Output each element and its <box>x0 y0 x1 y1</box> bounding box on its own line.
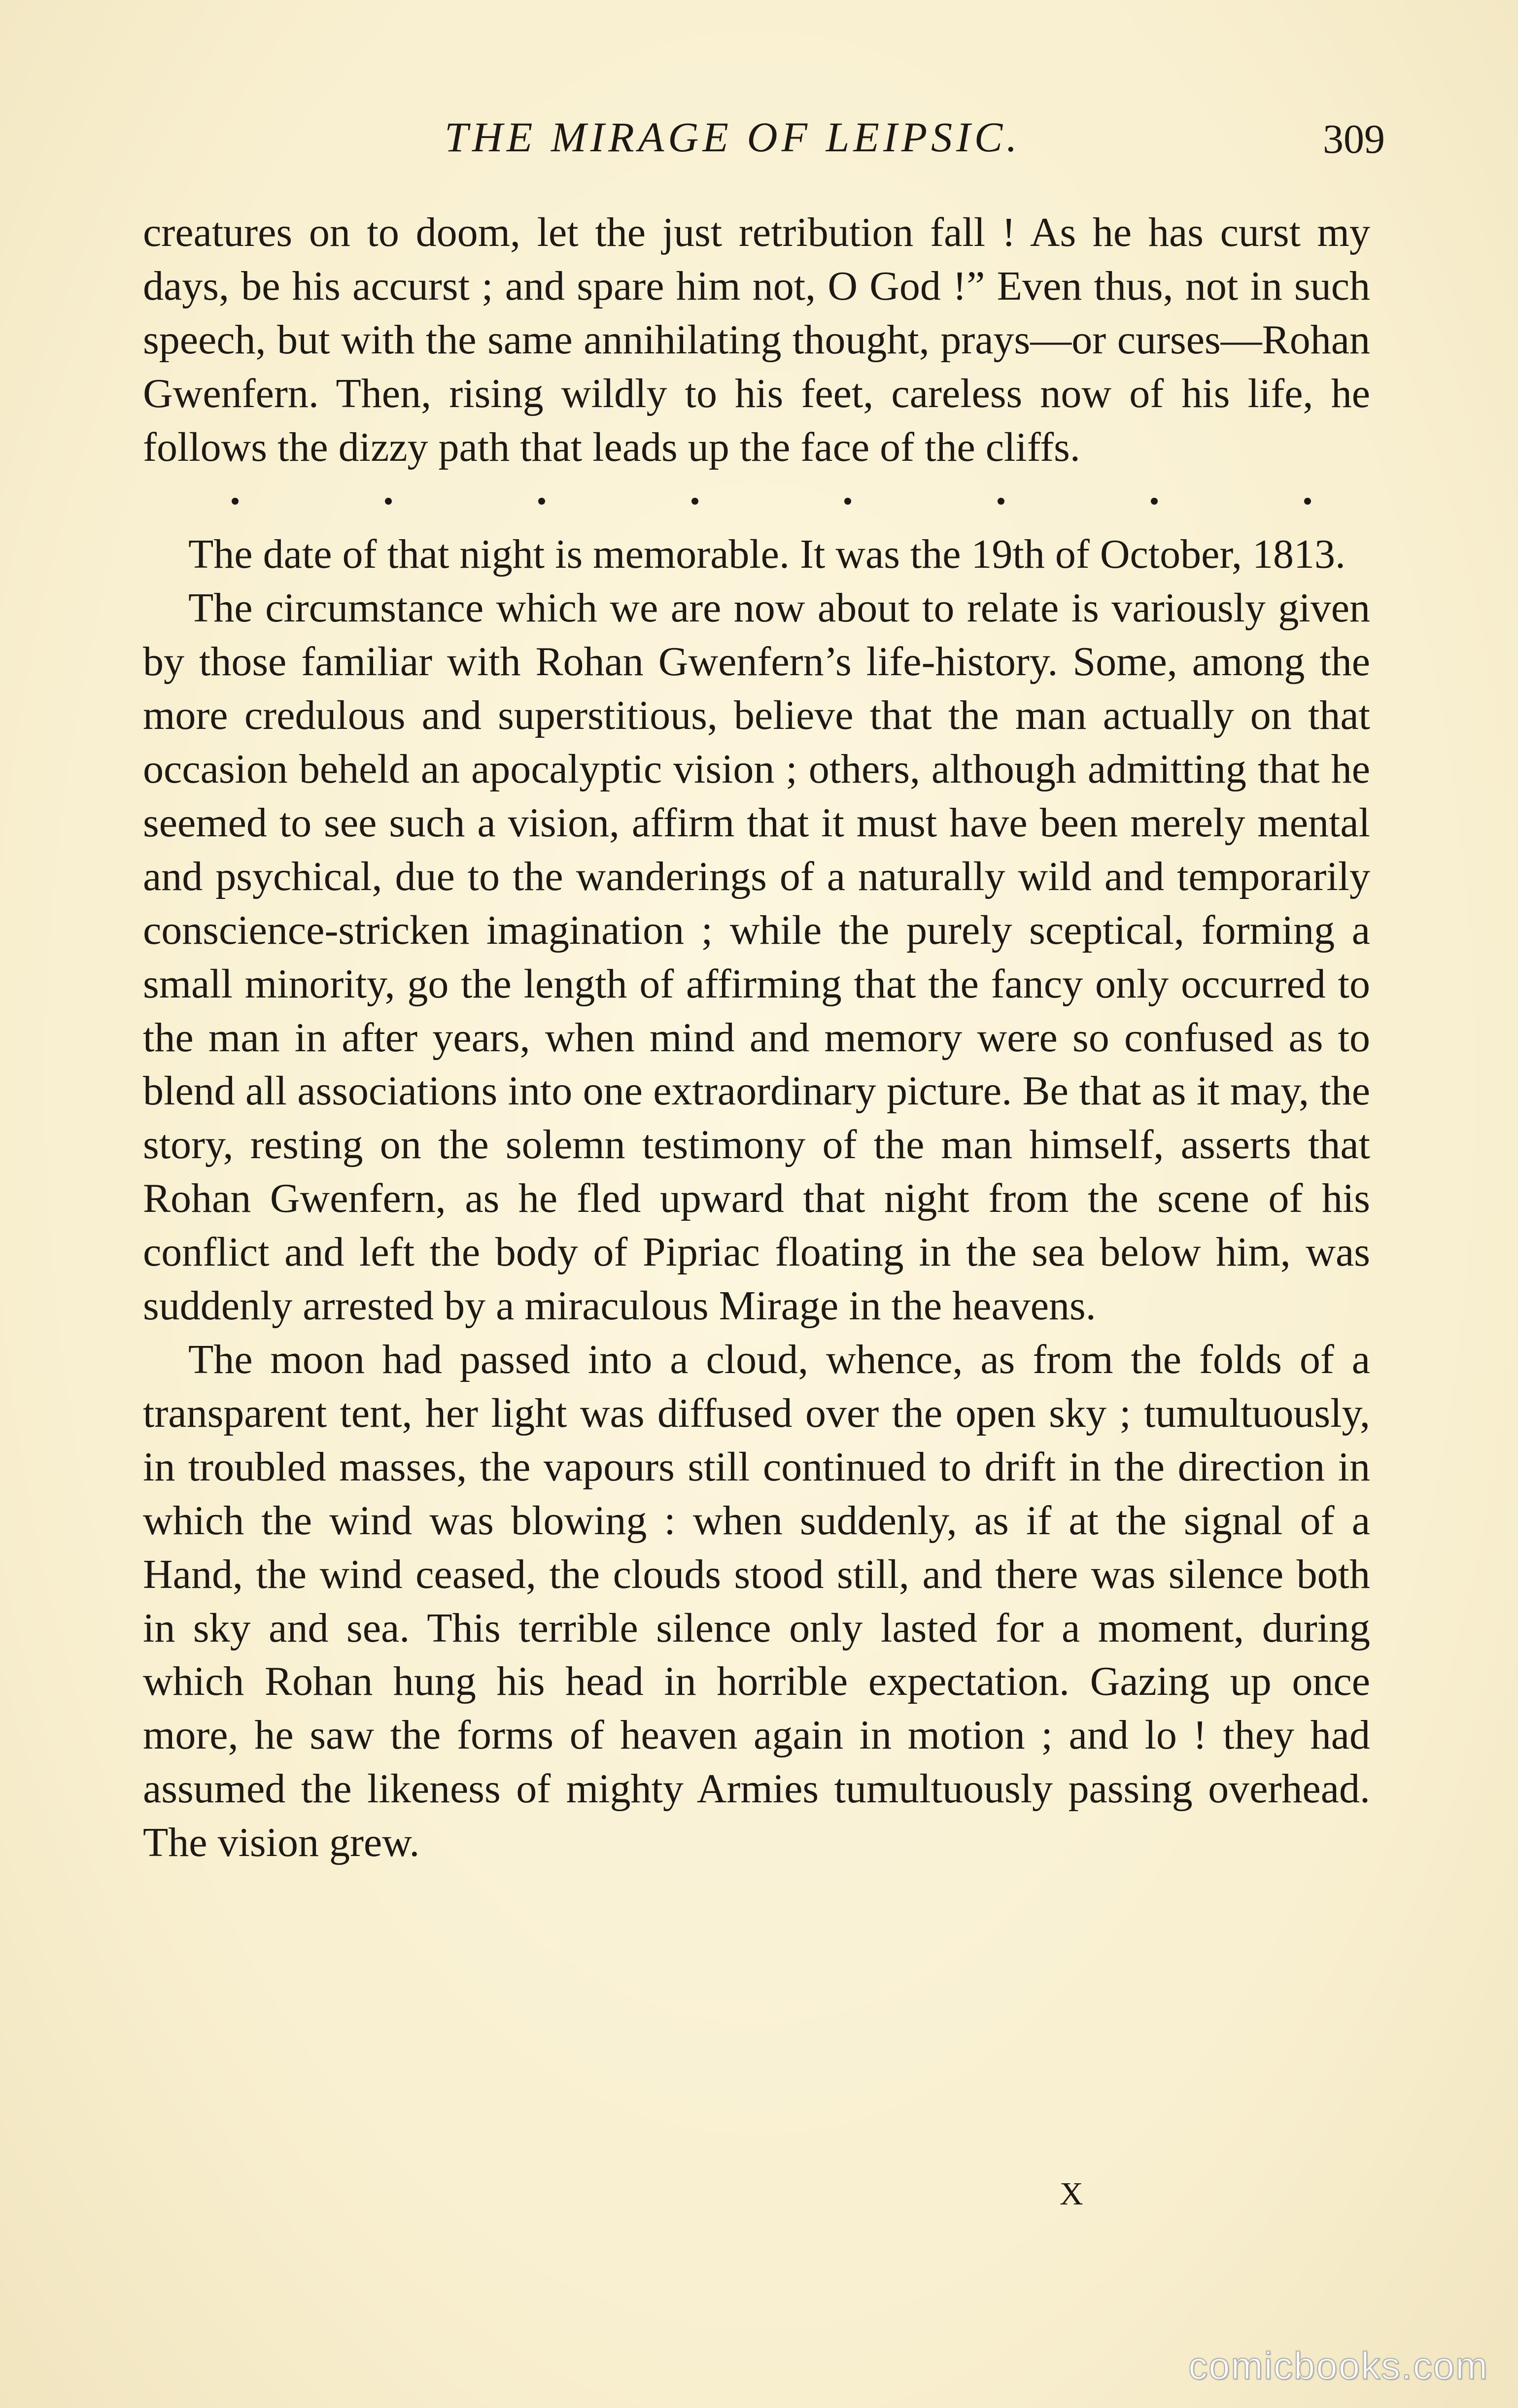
dot <box>232 498 239 505</box>
paragraph-2: The date of that night is memorable. It was the 19th of October, 1813. <box>188 531 1346 578</box>
dot <box>1304 498 1311 505</box>
watermark: comicbooks.com <box>1188 2344 1488 2387</box>
dot <box>538 498 545 505</box>
body-text <box>143 206 1370 1870</box>
paragraph-1: creatures on to doom, let the just retribution fall ! As he has curst my days, be his accurst ; and spare him not, O God !” Even thus, not in such speech, but with the same annihilating thought, prays—or curses—Rohan Gwenfern. Then, rising wildly to his feet, careless now of his life, he follows the dizzy path that leads up the face of the cliffs. <box>143 209 1370 470</box>
section-break-dots <box>143 475 1370 528</box>
dot <box>1151 498 1158 505</box>
paragraph-4: The moon had passed into a cloud, whence, as from the folds of a transparent tent, her light was diffused over the open sky ; tumultuously, in troubled masses, the vapours still continued to drift in the direction in which the wind was blowing : when suddenly, as if at the signal of a Hand, the wind ceased, the clouds stood still, and there was silence both in sky and sea. This terrible silence only lasted for a moment, during which Rohan hung his head in horrible expectation. Gazing up once more, he saw the forms of heaven again in motion ; and lo ! they had assumed the likeness of mighty Armies tumultuously passing overhead. The vision grew. <box>143 1337 1370 1866</box>
dot <box>998 498 1004 505</box>
dot <box>385 498 392 505</box>
signature-mark: X <box>1060 2176 1083 2212</box>
paragraph-3: The circumstance which we are now about to relate is variously given by those familiar with Rohan Gwenfern’s life-history. Some, among the more credulous and superstitious, believe that the man actually on that occasion beheld an apocalyptic vision ; others, although admitting that he seemed to see such a vision, affirm that it must have been merely mental and psychical, due to the wanderings of a naturally wild and temporarily conscience-stricken imagination ; while the purely sceptical, forming a small minority, go the length of affirming that the fancy only occurred to the man in after years, when mind and memory were so confused as to blend all associations into one extraordinary picture. Be that as it may, the story, resting on the solemn testimony of the man himself, asserts that Rohan Gwenfern, as he fled upward that night from the scene of his conflict and left the body of Pipriac floating in the sea below him, was suddenly arrested by a miraculous Mirage in the heavens. <box>143 585 1370 1329</box>
dot <box>691 498 698 505</box>
running-title: THE MIRAGE OF LEIPSIC. <box>445 113 1021 161</box>
page-number: 309 <box>1323 116 1385 162</box>
dot <box>844 498 851 505</box>
page-header <box>143 112 1385 167</box>
